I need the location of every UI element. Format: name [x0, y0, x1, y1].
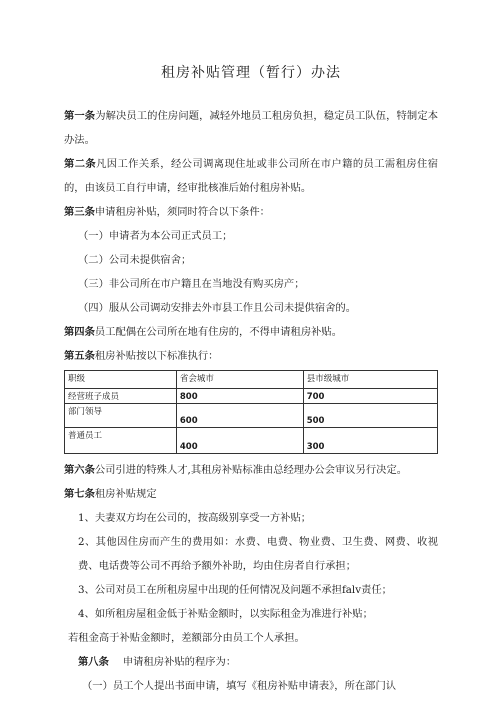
- condition-item: （二）公司未提供宿舍；: [78, 254, 192, 266]
- table-cell-grade: 普通员工: [65, 428, 177, 454]
- document-title: 租房补贴管理（暂行）办法: [161, 65, 341, 81]
- table-header-cell: 县市级城市: [303, 371, 437, 389]
- procedure-item: （一）员工个人提出书面申请，填写《租房补贴申请表》，所在部门认: [82, 680, 397, 692]
- article-8: 第八条 申请租房补贴的程序为：: [78, 656, 237, 668]
- rule-item: 3、公司对员工在所租房屋中出现的任何情况及问题不承担falv责任；: [78, 584, 392, 596]
- table-cell-grade: 部门领导: [65, 404, 177, 428]
- rule-item: 若租金高于补贴金额时，差额部分由员工个人承担。: [68, 632, 305, 644]
- article-5: 第五条租房补贴按以下标准执行：: [64, 350, 219, 362]
- condition-item: （四）服从公司调动安排去外市县工作且公司未提供宿舍的。: [78, 302, 357, 314]
- table-cell-amount: 400: [176, 428, 303, 454]
- article-2: 第二条凡因工作关系，经公司调离现住址或非公司所在市户籍的员工需租房住宿的，由该员工自行申请，经审批核准后始付租房补贴。: [64, 158, 439, 194]
- article-label: 第六条: [64, 464, 95, 476]
- article-label: 第二条: [64, 158, 97, 170]
- table-row: [65, 404, 438, 428]
- article-7: 第七条租房补贴规定: [64, 488, 157, 500]
- condition-item: （三）非公司所在市户籍且在当地没有购买房产；: [78, 278, 305, 290]
- table-cell-grade: 经营班子成员: [65, 389, 177, 404]
- table-cell-amount: 700: [303, 389, 437, 404]
- subsidy-standard-table: [64, 370, 438, 454]
- article-label: 第四条: [64, 326, 95, 338]
- article-label: 第三条: [64, 206, 95, 218]
- article-label: 第七条: [64, 488, 95, 500]
- table-cell-amount: 500: [303, 404, 437, 428]
- article-label: 第八条: [78, 656, 109, 668]
- article-label: 第五条: [64, 350, 95, 362]
- table-row: [65, 389, 438, 404]
- article-label: 第一条: [64, 110, 96, 122]
- rule-item: 2、其他因住房而产生的费用如：水费、电费、物业费、卫生费、网费、收视费、电话费等公司不再给予额外补助，均由住房者自行承担；: [78, 536, 438, 572]
- table-cell-amount: 600: [176, 404, 303, 428]
- article-1: 第一条为解决员工的住房问题，减轻外地员工租房负担，稳定员工队伍，特制定本办法。: [64, 110, 439, 146]
- article-3: 第三条申请租房补贴，须同时符合以下条件：: [64, 206, 270, 218]
- condition-item: （一）申请者为本公司正式员工；: [78, 230, 233, 242]
- table-header-cell: 职级: [65, 371, 177, 389]
- rule-item: 1、夫妻双方均在公司的，按高级别享受一方补贴；: [78, 512, 312, 524]
- table-header-row: [65, 371, 438, 389]
- rule-item: 4、如所租房屋租金低于补贴金额时，以实际租金为准进行补贴；: [78, 608, 373, 620]
- table-row: [65, 428, 438, 454]
- table-cell-amount: 800: [176, 389, 303, 404]
- table-header-cell: 省会城市: [176, 371, 303, 389]
- article-4: 第四条员工配偶在公司所在地有住房的，不得申请租房补贴。: [64, 326, 343, 338]
- article-6: 第六条公司引进的特殊人才,其租房补贴标准由总经理办公会审议另行决定。: [64, 464, 408, 476]
- table-cell-amount: 300: [303, 428, 437, 454]
